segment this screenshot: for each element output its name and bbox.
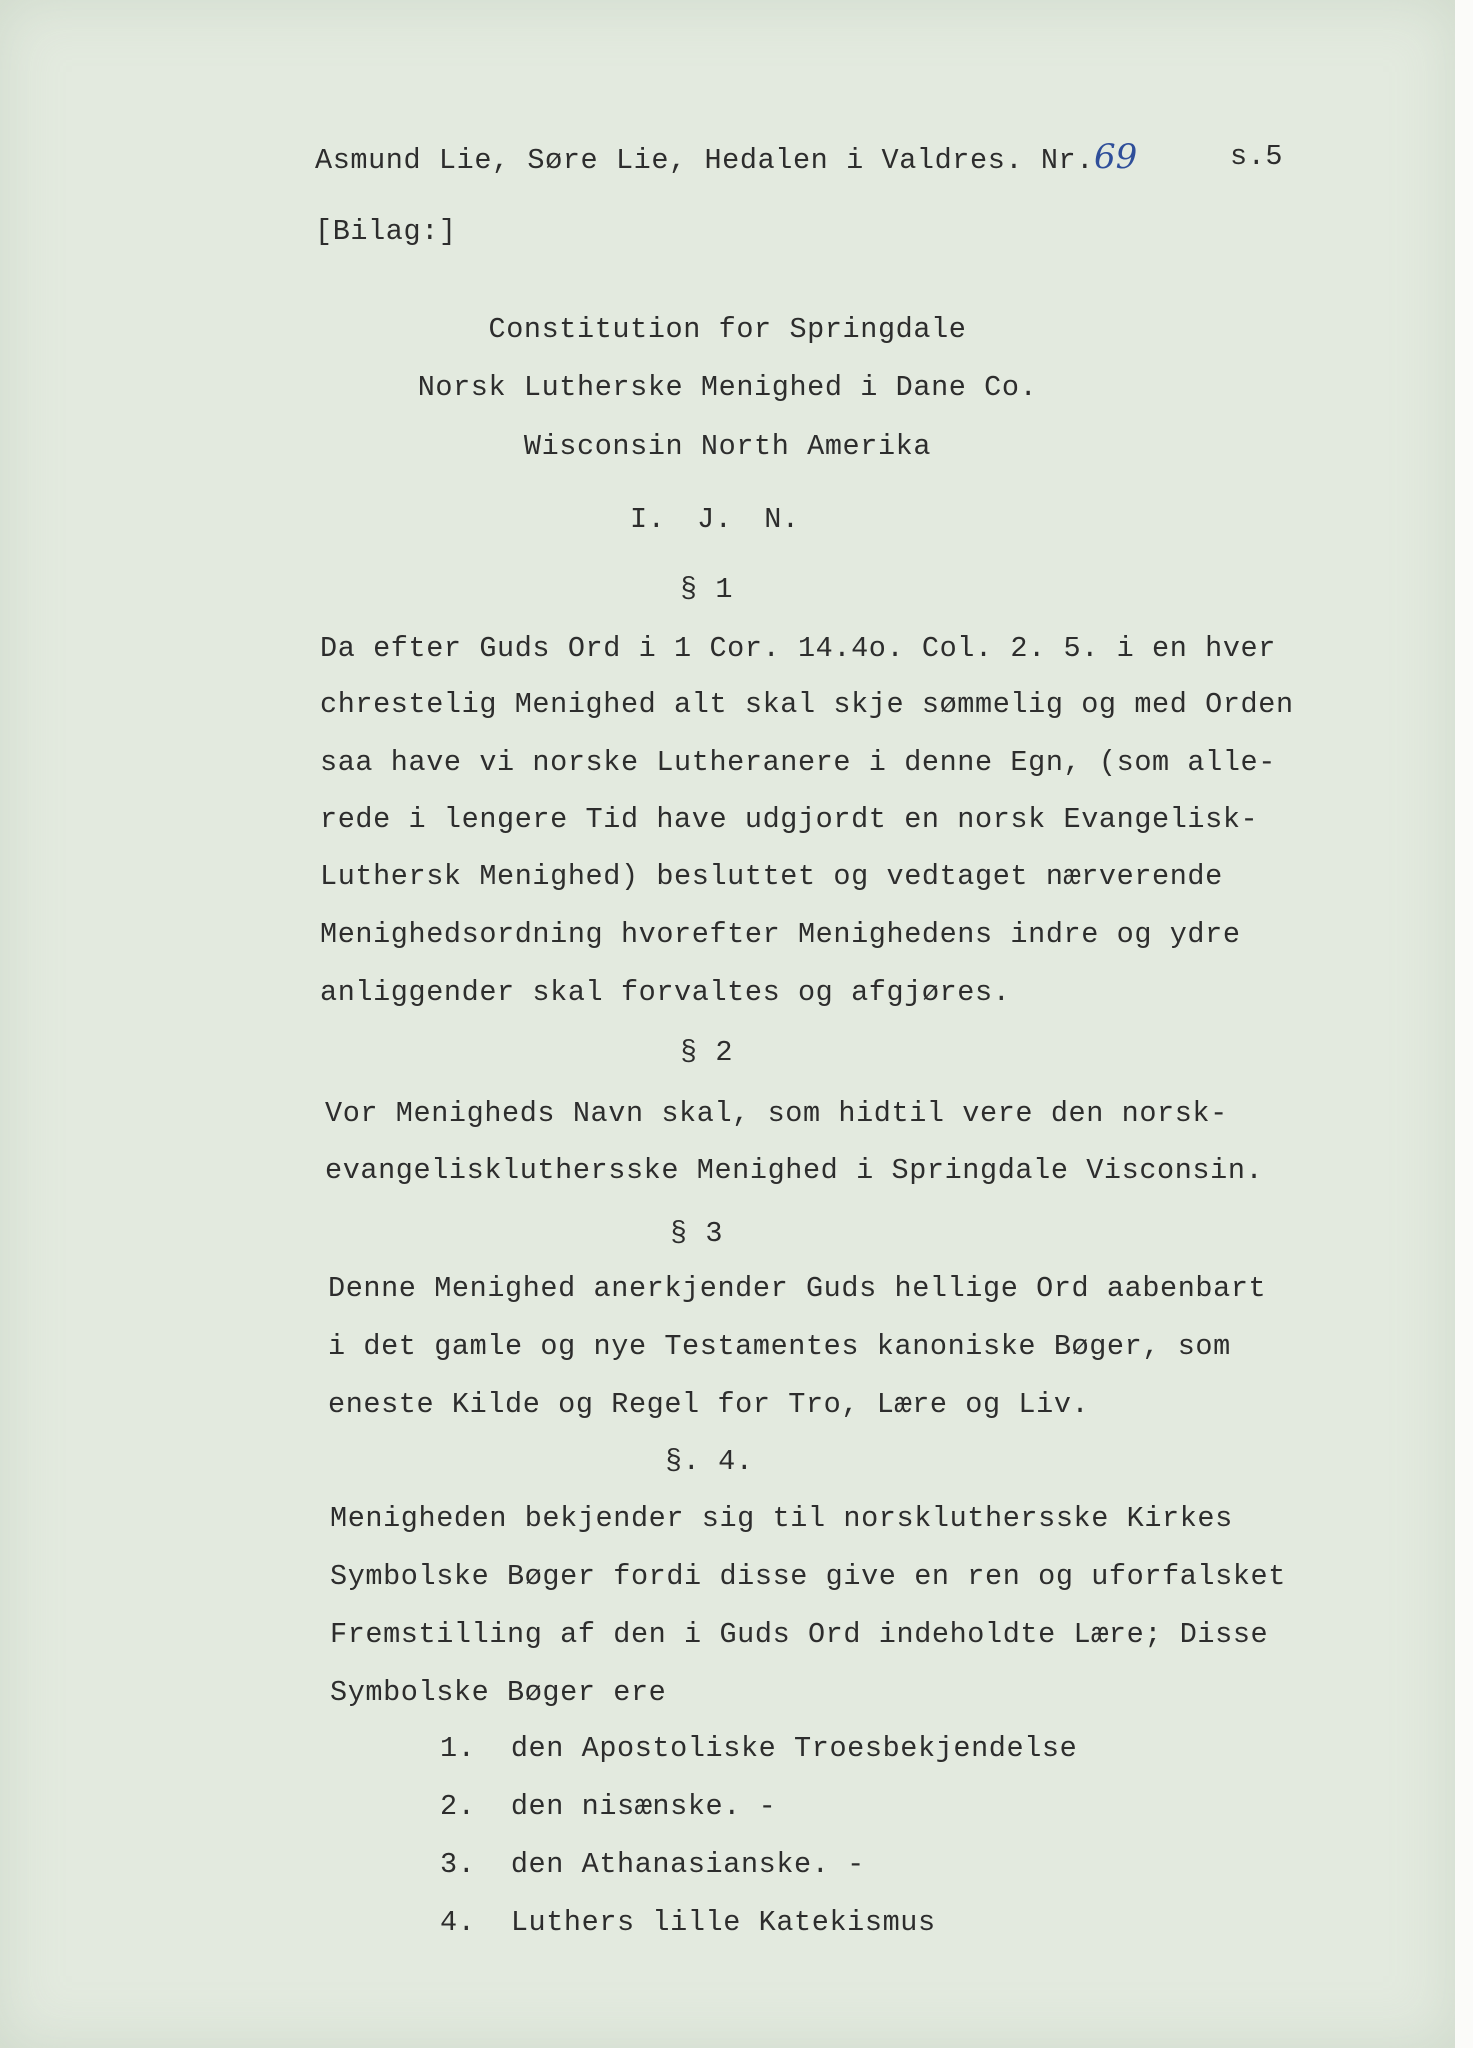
header-reference [315, 137, 1138, 178]
text-line: evangeliskluthersske Menighed i Springdale Visconsin. [325, 1154, 1264, 1187]
list-item [440, 1848, 865, 1882]
list-text: den nisænske. - [510, 1790, 777, 1823]
text-line: eneste Kilde og Regel for Tro, Lære og Liv. [328, 1388, 1090, 1421]
list-text: den Athanasianske. - [510, 1848, 865, 1881]
title-line-1: Constitution for Springdale [488, 313, 967, 346]
section-marker: §. 4. [665, 1445, 754, 1478]
section-marker: § 2 [680, 1036, 734, 1069]
text-line: anliggender skal forvaltes og afgjøres. [320, 976, 1011, 1009]
list-number: 3. [440, 1848, 476, 1881]
text-line: Vor Menigheds Navn skal, som hidtil vere den norsk- [325, 1097, 1228, 1130]
list-item [440, 1732, 1077, 1766]
list-text: den Apostoliske Troesbekjendelse [510, 1732, 1078, 1765]
title-line-3: Wisconsin North Amerika [523, 430, 932, 463]
text-line: Symbolske Bøger fordi disse give en ren og uforfalsket [330, 1560, 1286, 1593]
list-number: 1. [440, 1732, 476, 1765]
text-line: rede i lengere Tid have udgjordt en norsk Evangelisk- [320, 803, 1259, 836]
page-number: s.5 [1230, 140, 1284, 173]
list-text: Luthers lille Katekismus [510, 1906, 936, 1939]
list-item [440, 1906, 936, 1940]
text-line: chrestelig Menighed alt skal skje sømmelig og med Orden [320, 688, 1294, 721]
invocation: I. J. N. [630, 503, 800, 536]
text-line: Luthersk Menighed) besluttet og vedtaget nærverende [320, 860, 1223, 893]
text-line: i det gamle og nye Testamentes kanoniske Bøger, som [328, 1330, 1231, 1363]
text-line: Menigheden bekjender sig til norskluthersske Kirkes [330, 1502, 1233, 1535]
text-line: Menighedsordning hvorefter Menighedens indre og ydre [320, 918, 1241, 951]
text-line: Symbolske Bøger ere [330, 1676, 667, 1709]
text-line: saa have vi norske Lutheranere i denne Egn, (som alle- [320, 746, 1276, 779]
list-number: 4. [440, 1906, 476, 1939]
list-item [440, 1790, 776, 1824]
list-number: 2. [440, 1790, 476, 1823]
text-line: Denne Menighed anerkjender Guds hellige Ord aabenbart [328, 1272, 1267, 1305]
title-line-2: Norsk Lutherske Menighed i Dane Co. [417, 371, 1038, 404]
bilag-label: [Bilag:] [315, 215, 457, 248]
page-margin [1455, 0, 1473, 2048]
section-marker: § 1 [680, 573, 734, 606]
text-line: Fremstilling af den i Guds Ord indeholdte Lære; Disse [330, 1618, 1269, 1651]
section-marker: § 3 [670, 1217, 724, 1250]
handwritten-number: 69 [1093, 137, 1138, 177]
text-line: Da efter Guds Ord i 1 Cor. 14.4o. Col. 2. 5. i en hver [320, 632, 1276, 665]
archive-reference: Asmund Lie, Søre Lie, Hedalen i Valdres. Nr. [315, 144, 1094, 177]
